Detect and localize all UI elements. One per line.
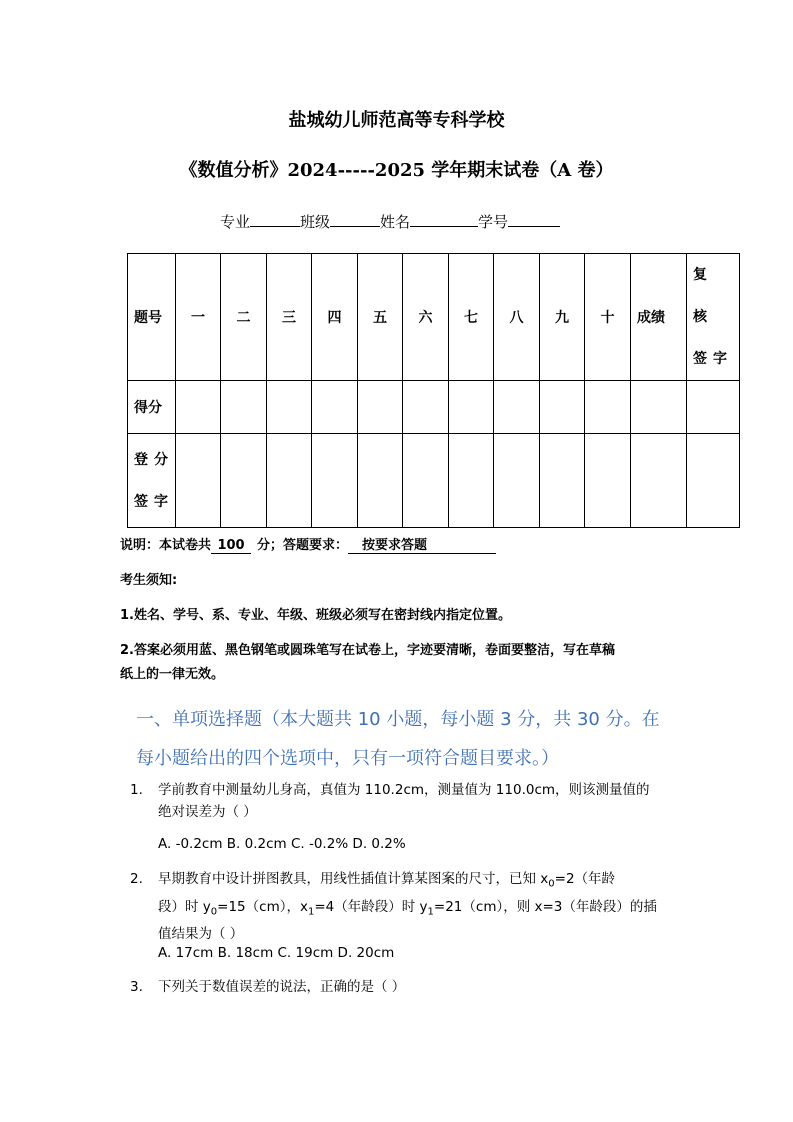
question-text-line2: 绝对误差为（ ） — [158, 804, 257, 820]
section-heading-line2: 每小题给出的四个选项中，只有一项符合题目要求。） — [136, 748, 559, 769]
major-blank[interactable] — [250, 212, 300, 227]
sign-cell[interactable] — [267, 434, 312, 528]
question-text-line1: 学前教育中测量幼儿身高，真值为 110.2cm，测量值为 110.0cm，则该测量值的 — [158, 782, 650, 798]
notice-rule-2-line1: 2.答案必须用蓝、黑色钢笔或圆珠笔写在试卷上，字迹要清晰，卷面要整洁，写在草稿 — [120, 643, 615, 658]
score-cell[interactable] — [267, 381, 312, 434]
score-cell[interactable] — [540, 381, 585, 434]
class-blank[interactable] — [330, 212, 380, 227]
sign-cell[interactable] — [221, 434, 267, 528]
section-heading-line1: 一、单项选择题（本大题共 10 小题，每小题 3 分，共 30 分。在 — [136, 709, 660, 730]
question-number: 3. — [130, 979, 143, 995]
score-cell[interactable] — [449, 381, 494, 434]
question-2-options: A. 17cm B. 18cm C. 19cm D. 20cm — [158, 945, 395, 961]
section-heading — [136, 700, 696, 778]
score-cell[interactable] — [312, 381, 358, 434]
student-id-blank[interactable] — [508, 212, 560, 227]
exam-description — [120, 534, 496, 554]
major-label: 专业 — [220, 213, 251, 231]
desc-prefix: 说明：本试卷共 — [120, 538, 212, 553]
question-3 — [130, 976, 675, 998]
school-name: 盐城幼儿师范高等专科学校 — [288, 110, 505, 131]
question-text-line3: 值结果为（ ） — [158, 926, 244, 943]
class-label: 班级 — [300, 213, 331, 231]
student-id-label: 学号 — [478, 213, 509, 231]
notice-rule-2-line2: 纸上的一律无效。 — [120, 667, 225, 682]
exam-title: 《数值分析》2024-----2025 学年期末试卷（A 卷） — [179, 160, 614, 181]
header-cell: 八 — [494, 254, 540, 381]
score-cell[interactable] — [494, 381, 540, 434]
question-number: 2. — [130, 871, 143, 887]
sign-cell[interactable] — [358, 434, 403, 528]
header-cell: 七 — [449, 254, 494, 381]
review-sign-line1: 复 核 — [693, 267, 713, 325]
review-sign-line2: 签字 — [693, 351, 733, 367]
score-cell[interactable] — [176, 381, 221, 434]
header-cell: 成绩 — [631, 254, 687, 381]
total-score: 100 — [211, 538, 251, 554]
question-text-line2: 段）时 $y_0=15(cm)$，$x_1=4$（年龄段）时 $y_1=21(cm)$，则 x=3（年龄段）的插 — [158, 898, 657, 918]
score-cell[interactable] — [403, 381, 449, 434]
score-row — [128, 381, 740, 434]
header-cell: 五 — [358, 254, 403, 381]
question-2 — [130, 868, 675, 945]
recorder-sign-line2: 签字 — [134, 493, 174, 510]
question-1-options: A. -0.2cm B. 0.2cm C. -0.2% D. 0.2% — [158, 836, 406, 852]
score-cell[interactable] — [585, 381, 631, 434]
question-text-line1: 早期教育中设计拼图教具，用线性插值计算某图案的尺寸，已知 $x_0=2$（年龄 — [158, 871, 616, 890]
header-cell: 一 — [176, 254, 221, 381]
question-number-row — [128, 254, 740, 381]
header-cell: 二 — [221, 254, 267, 381]
header-cell: 六 — [403, 254, 449, 381]
notice-rule-1: 1.姓名、学号、系、专业、年级、班级必须写在密封线内指定位置。 — [120, 608, 511, 623]
question-1 — [130, 779, 675, 823]
score-row-label: 得分 — [128, 381, 176, 434]
sign-cell[interactable] — [494, 434, 540, 528]
score-cell[interactable] — [221, 381, 267, 434]
recorder-sign-row — [128, 434, 740, 528]
header-cell: 四 — [312, 254, 358, 381]
score-table — [127, 253, 740, 528]
sign-cell[interactable] — [403, 434, 449, 528]
answer-requirement: 按要求答题 — [348, 534, 496, 554]
sign-cell[interactable] — [312, 434, 358, 528]
desc-mid: 分；答题要求： — [257, 538, 349, 553]
name-label: 姓名 — [380, 213, 411, 231]
header-cell: 三 — [267, 254, 312, 381]
header-cell: 九 — [540, 254, 585, 381]
question-text-line1: 下列关于数值误差的说法，正确的是（ ） — [158, 979, 406, 995]
notice-title: 考生须知: — [120, 573, 178, 588]
header-cell: 题号 — [128, 254, 176, 381]
sign-cell[interactable] — [449, 434, 494, 528]
recorder-sign-line1: 登分 — [134, 451, 174, 468]
student-info-line — [220, 211, 560, 232]
sign-cell[interactable] — [585, 434, 631, 528]
sign-cell[interactable] — [176, 434, 221, 528]
sign-cell[interactable] — [540, 434, 585, 528]
sign-cell[interactable] — [631, 434, 687, 528]
recorder-sign-label — [128, 434, 176, 528]
question-number: 1. — [130, 782, 143, 798]
score-cell[interactable] — [358, 381, 403, 434]
score-cell[interactable] — [631, 381, 687, 434]
name-blank[interactable] — [410, 212, 478, 227]
header-cell: 十 — [585, 254, 631, 381]
sign-cell[interactable] — [687, 434, 740, 528]
score-cell[interactable] — [687, 381, 740, 434]
review-sign-header — [687, 254, 740, 381]
